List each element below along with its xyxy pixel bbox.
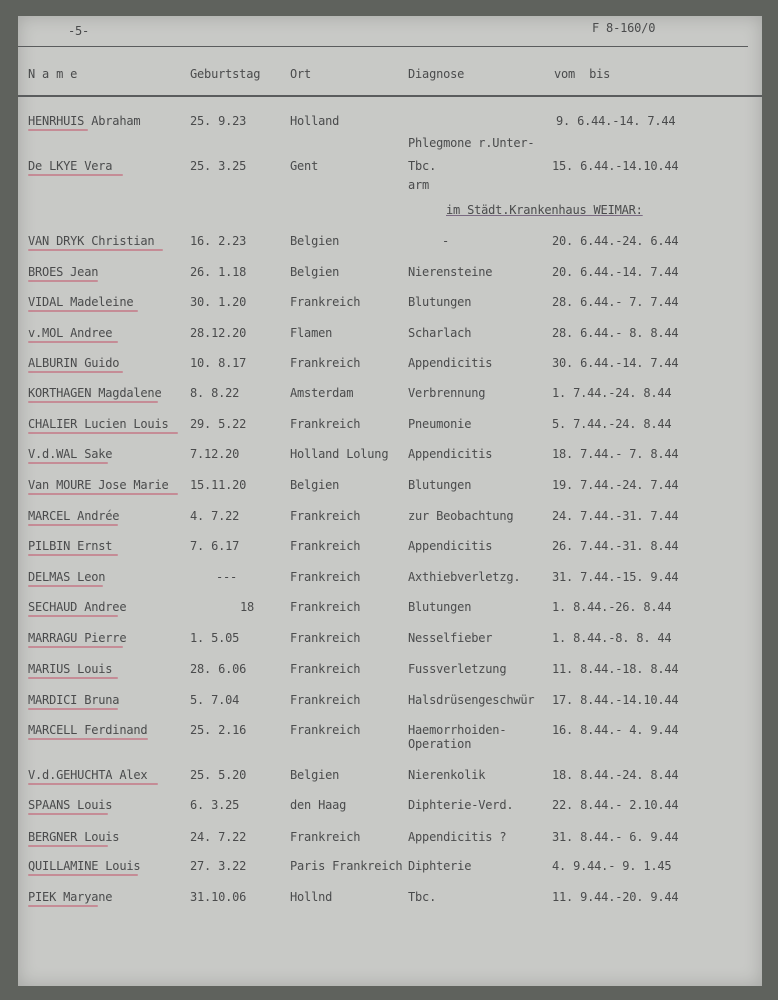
admission-dates: 26. 7.44.-31. 8.44 (552, 539, 679, 553)
patient-name: PIEK Maryane (28, 890, 113, 904)
diagnosis (408, 890, 436, 904)
diagnosis-line-1: Nesselfieber (408, 631, 493, 645)
patient-name: MARRAGU Pierre (28, 631, 127, 645)
place: Frankreich (290, 509, 361, 523)
patient-name: Van MOURE Jose Marie (28, 478, 169, 492)
birthdate: 25. 3.25 (190, 159, 247, 173)
admission-dates: 16. 8.44.- 4. 9.44 (552, 723, 679, 737)
diagnosis (408, 326, 471, 340)
diagnosis-line-1: Appendicitis (408, 539, 493, 553)
patient-name: V.d.WAL Sake (28, 447, 113, 461)
patient-name: SPAANS Louis (28, 798, 113, 812)
patient-name: MARCELL Ferdinand (28, 723, 148, 737)
patient-name: ALBURIN Guido (28, 356, 120, 370)
birthdate: 28.12.20 (190, 326, 247, 340)
admission-dates: 28. 6.44.- 7. 7.44 (552, 295, 679, 309)
place: Belgien (290, 265, 340, 279)
patient-name: PILBIN Ernst (28, 539, 113, 553)
diagnosis (408, 478, 471, 492)
birthdate: 25. 5.20 (190, 768, 247, 782)
patient-name: BERGNER Louis (28, 830, 120, 844)
birthdate: 26. 1.18 (190, 265, 247, 279)
diagnosis (408, 723, 506, 751)
diagnosis-line-1: Verbrennung (408, 386, 486, 400)
admission-dates: 4. 9.44.- 9. 1.45 (552, 859, 672, 873)
name-underline (28, 554, 118, 556)
column-header-diagnosis: Diagnose (408, 67, 465, 81)
place: Gent (290, 159, 319, 173)
admission-dates: 1. 8.44.-8. 8. 44 (552, 631, 672, 645)
admission-dates: 5. 7.44.-24. 8.44 (552, 417, 672, 431)
diagnosis-line-1: Nierensteine (408, 265, 493, 279)
diagnosis (408, 295, 471, 309)
name-underline (28, 493, 178, 495)
place: Belgien (290, 234, 340, 248)
admission-dates: 18. 8.44.-24. 8.44 (552, 768, 679, 782)
diagnosis-line-1: Appendicitis ? (408, 830, 507, 844)
name-underline (28, 280, 98, 282)
admission-dates: 24. 7.44.-31. 7.44 (552, 509, 679, 523)
name-underline (28, 524, 118, 526)
birthdate: --- (216, 570, 238, 584)
birthdate: 5. 7.04 (190, 693, 240, 707)
place: Holland Lolung (290, 447, 389, 461)
diagnosis-line-1: Appendicitis (408, 356, 493, 370)
birthdate: 25. 2.16 (190, 723, 247, 737)
patient-name: MARCEL Andrée (28, 509, 120, 523)
patient-name: V.d.GEHUCHTA Alex (28, 768, 148, 782)
place: Paris Frankreich (290, 859, 403, 873)
place: Frankreich (290, 723, 361, 737)
place: Hollnd (290, 890, 333, 904)
name-underline (28, 401, 158, 403)
diagnosis (408, 859, 471, 873)
diagnosis (408, 662, 506, 676)
place: Frankreich (290, 631, 361, 645)
diagnosis-line-1: Blutungen (408, 478, 472, 492)
birthdate: 15.11.20 (190, 478, 247, 492)
diagnosis (408, 417, 471, 431)
admission-dates: 28. 6.44.- 8. 8.44 (552, 326, 679, 340)
admission-dates: 1. 7.44.-24. 8.44 (552, 386, 672, 400)
birthdate: 4. 7.22 (190, 509, 240, 523)
diagnosis-line-1: Scharlach (408, 326, 472, 340)
diagnosis-line-1: zur Beobachtung (408, 509, 514, 523)
diagnosis (442, 234, 449, 248)
diagnosis (408, 830, 506, 844)
diagnosis-line-1: Nierenkolik (408, 768, 486, 782)
diagnosis (408, 570, 520, 584)
name-underline (28, 249, 163, 251)
admission-dates: 11. 8.44.-18. 8.44 (552, 662, 679, 676)
admission-dates: 20. 6.44.-24. 6.44 (552, 234, 679, 248)
diagnosis-line-1: - (442, 234, 450, 248)
birthdate: 18 (240, 600, 255, 614)
diagnosis (408, 265, 492, 279)
diagnosis (408, 693, 534, 707)
diagnosis (408, 539, 492, 553)
birthdate: 8. 8.22 (190, 386, 240, 400)
place: Belgien (290, 768, 340, 782)
name-underline (28, 646, 123, 648)
header-rule-bottom (18, 95, 762, 97)
header-rule-top (18, 46, 748, 47)
name-underline (28, 341, 118, 343)
birthdate: 30. 1.20 (190, 295, 247, 309)
name-underline (28, 845, 108, 847)
patient-name: v.MOL Andree (28, 326, 113, 340)
birthdate: 31.10.06 (190, 890, 247, 904)
name-underline (28, 783, 158, 785)
diagnosis-line-1: Diphterie-Verd. (408, 798, 514, 812)
diagnosis: Tbc. (408, 159, 437, 173)
name-underline (28, 813, 108, 815)
name-underline (28, 708, 118, 710)
birthdate: 1. 5.05 (190, 631, 240, 645)
place: Frankreich (290, 539, 361, 553)
patient-name: VAN DRYK Christian (28, 234, 155, 248)
birthdate: 16. 2.23 (190, 234, 247, 248)
admission-dates: 1. 8.44.-26. 8.44 (552, 600, 672, 614)
place: Frankreich (290, 356, 361, 370)
name-underline (28, 174, 123, 176)
diagnosis-line-1: Appendicitis (408, 447, 493, 461)
reference-number: F 8-160/0 (592, 21, 656, 35)
place: Belgien (290, 478, 340, 492)
admission-dates: 17. 8.44.-14.10.44 (552, 693, 679, 707)
admission-dates: 31. 8.44.- 6. 9.44 (552, 830, 679, 844)
place: Frankreich (290, 830, 361, 844)
patient-name: MARIUS Louis (28, 662, 113, 676)
name-underline (28, 615, 118, 617)
diagnosis-line-1: Blutungen (408, 295, 472, 309)
diagnosis-line-1: Phlegmone r.Unter- (408, 136, 535, 150)
place: Frankreich (290, 417, 361, 431)
name-underline (28, 905, 98, 907)
place: Amsterdam (290, 386, 354, 400)
diagnosis-line-1: Fussverletzung (408, 662, 507, 676)
name-underline (28, 371, 123, 373)
diagnosis (408, 631, 492, 645)
name-underline (28, 874, 138, 876)
name-underline (28, 585, 103, 587)
column-header-name: N a m e (28, 67, 78, 81)
birthdate: 28. 6.06 (190, 662, 247, 676)
column-header-dates: vom bis (554, 67, 611, 81)
place: Flamen (290, 326, 333, 340)
patient-name: MARDICI Bruna (28, 693, 120, 707)
birthdate: 29. 5.22 (190, 417, 247, 431)
patient-name: HENRHUIS Abraham (28, 114, 141, 128)
diagnosis (408, 798, 513, 812)
birthdate: 27. 3.22 (190, 859, 247, 873)
name-underline (28, 462, 108, 464)
name-underline (28, 129, 88, 131)
column-header-birthdate: Geburtstag (190, 67, 261, 81)
patient-name: CHALIER Lucien Louis (28, 417, 169, 431)
name-underline (28, 310, 138, 312)
name-underline (28, 738, 148, 740)
place: Frankreich (290, 295, 361, 309)
patient-name: DELMAS Leon (28, 570, 106, 584)
patient-name: KORTHAGEN Magdalene (28, 386, 162, 400)
admission-dates: 9. 6.44.-14. 7.44 (556, 114, 676, 128)
diagnosis-line-2: arm (408, 178, 430, 192)
place: den Haag (290, 798, 347, 812)
admission-dates: 15. 6.44.-14.10.44 (552, 159, 679, 173)
name-underline (28, 432, 178, 434)
page-number: -5- (68, 24, 90, 38)
patient-name: BROES Jean (28, 265, 99, 279)
admission-dates: 11. 9.44.-20. 9.44 (552, 890, 679, 904)
birthdate: 24. 7.22 (190, 830, 247, 844)
place: Holland (290, 114, 340, 128)
diagnosis-line-1: Axthiebverletzg. (408, 570, 521, 584)
admission-dates: 18. 7.44.- 7. 8.44 (552, 447, 679, 461)
place: Frankreich (290, 662, 361, 676)
section-title: im Städt.Krankenhaus WEIMAR: (446, 203, 643, 217)
birthdate: 7.12.20 (190, 447, 240, 461)
diagnosis-line-1: Pneumonie (408, 417, 472, 431)
place: Frankreich (290, 600, 361, 614)
admission-dates: 22. 8.44.- 2.10.44 (552, 798, 679, 812)
diagnosis-line-1: Haemorrhoiden- (408, 723, 507, 737)
patient-name: SECHAUD Andree (28, 600, 127, 614)
diagnosis (408, 600, 471, 614)
birthdate: 25. 9.23 (190, 114, 247, 128)
diagnosis (408, 386, 485, 400)
birthdate: 10. 8.17 (190, 356, 247, 370)
patient-name: QUILLAMINE Louis (28, 859, 141, 873)
admission-dates: 31. 7.44.-15. 9.44 (552, 570, 679, 584)
diagnosis-line-1: Tbc. (408, 890, 437, 904)
birthdate: 6. 3.25 (190, 798, 240, 812)
diagnosis (408, 447, 492, 461)
diagnosis-line-1: Diphterie (408, 859, 472, 873)
document-page (18, 16, 762, 986)
admission-dates: 19. 7.44.-24. 7.44 (552, 478, 679, 492)
birthdate: 7. 6.17 (190, 539, 240, 553)
name-underline (28, 677, 118, 679)
place: Frankreich (290, 693, 361, 707)
diagnosis-line-1: Halsdrüsengeschwür (408, 693, 535, 707)
diagnosis (408, 509, 513, 523)
admission-dates: 30. 6.44.-14. 7.44 (552, 356, 679, 370)
diagnosis (408, 768, 485, 782)
column-header-place: Ort (290, 67, 312, 81)
patient-name: De LKYE Vera (28, 159, 113, 173)
diagnosis-line-1: Blutungen (408, 600, 472, 614)
admission-dates: 20. 6.44.-14. 7.44 (552, 265, 679, 279)
place: Frankreich (290, 570, 361, 584)
patient-name: VIDAL Madeleine (28, 295, 134, 309)
diagnosis (408, 356, 492, 370)
diagnosis-line-2: Operation (408, 737, 472, 751)
